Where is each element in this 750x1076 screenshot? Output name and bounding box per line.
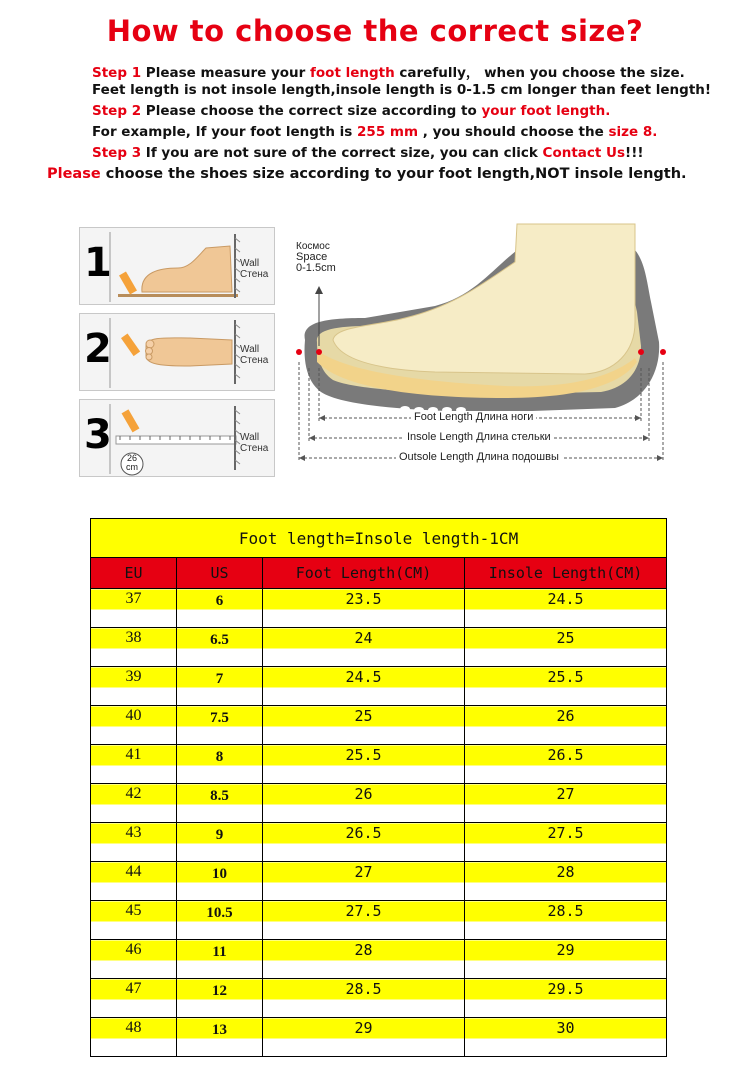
foot-length-cell: 27 — [263, 862, 465, 901]
eu-size-cell: 47 — [91, 979, 177, 1018]
eu-size-cell: 44 — [91, 862, 177, 901]
ruler-mark: 26 — [126, 453, 137, 463]
step-1-text-end: carefully， when you choose the size. — [394, 65, 685, 81]
eu-size-cell: 38 — [91, 628, 177, 667]
foot-length-cell: 28.5 — [263, 979, 465, 1018]
insole-length-cell: 28.5 — [465, 901, 667, 940]
insole-length-cell: 29.5 — [465, 979, 667, 1018]
table-caption: Foot length=Insole length-1CM — [91, 519, 667, 558]
us-size-cell: 11 — [177, 940, 263, 979]
step-number: 1 — [84, 240, 112, 286]
foot-length-legend: Foot Length Длина ноги — [411, 411, 536, 423]
ruler-unit: cm — [126, 462, 138, 472]
us-size-cell: 7.5 — [177, 706, 263, 745]
insole-length-legend: Insole Length Длина стельки — [404, 431, 554, 443]
step-3-text: If you are not sure of the correct size, you can click — [141, 145, 543, 161]
measure-step-2-panel — [79, 313, 275, 391]
wall-label-en: Wall — [240, 344, 260, 355]
step-3-label: Step 3 — [92, 145, 142, 161]
instruction-step-3 — [92, 145, 644, 161]
us-size-cell: 6 — [177, 589, 263, 628]
table-row — [91, 940, 667, 979]
insole-length-cell: 27.5 — [465, 823, 667, 862]
step-number: 3 — [84, 412, 112, 458]
example-length: 255 mm — [357, 124, 419, 140]
instruction-final — [47, 166, 687, 182]
foot-length-cell: 28 — [263, 940, 465, 979]
step-2-highlight: your foot length. — [481, 103, 611, 119]
table-row — [91, 589, 667, 628]
us-size-cell: 13 — [177, 1018, 263, 1057]
us-size-cell: 7 — [177, 667, 263, 706]
table-row — [91, 628, 667, 667]
page-title: How to choose the correct size? — [106, 14, 644, 48]
eu-size-cell: 43 — [91, 823, 177, 862]
table-row — [91, 979, 667, 1018]
us-size-cell: 9 — [177, 823, 263, 862]
example-text-mid: , you should choose the — [418, 124, 609, 140]
insole-length-cell: 26.5 — [465, 745, 667, 784]
eu-size-cell: 41 — [91, 745, 177, 784]
table-row — [91, 784, 667, 823]
space-range: 0-1.5cm — [296, 262, 336, 274]
eu-size-cell: 37 — [91, 589, 177, 628]
final-text: choose the shoes size according to your foot length,NOT insole length. — [100, 166, 687, 182]
space-label-ru: Космос — [296, 241, 330, 252]
insole-length-cell: 25 — [465, 628, 667, 667]
table-row — [91, 745, 667, 784]
insole-length-cell: 25.5 — [465, 667, 667, 706]
foot-length-cell: 25 — [263, 706, 465, 745]
step-2-text: Please choose the correct size according to — [141, 103, 482, 119]
insole-length-cell: 30 — [465, 1018, 667, 1057]
foot-length-cell: 25.5 — [263, 745, 465, 784]
foot-length-cell: 26 — [263, 784, 465, 823]
foot-length-cell: 27.5 — [263, 901, 465, 940]
us-size-cell: 10.5 — [177, 901, 263, 940]
us-size-cell: 10 — [177, 862, 263, 901]
foot-length-cell: 29 — [263, 1018, 465, 1057]
insole-length-cell: 24.5 — [465, 589, 667, 628]
eu-size-cell: 48 — [91, 1018, 177, 1057]
step-1-text: Please measure your — [141, 65, 311, 81]
step-1-highlight: foot length — [310, 65, 395, 81]
foot-length-cell: 26.5 — [263, 823, 465, 862]
table-row — [91, 862, 667, 901]
us-size-cell: 6.5 — [177, 628, 263, 667]
header-us: US — [177, 558, 263, 589]
insole-length-cell: 29 — [465, 940, 667, 979]
wall-label-en: Wall — [240, 432, 260, 443]
measure-step-3-panel — [79, 399, 275, 477]
instruction-example — [92, 124, 657, 140]
measure-step-1-panel — [79, 227, 275, 305]
foot-length-cell: 24 — [263, 628, 465, 667]
us-size-cell: 8 — [177, 745, 263, 784]
step-3-text-end: !!! — [625, 145, 644, 161]
instruction-step-2 — [92, 103, 610, 119]
instruction-note: Feet length is not insole length,insole length is 0-1.5 cm longer than feet length! — [92, 82, 712, 98]
us-size-cell: 8.5 — [177, 784, 263, 823]
table-row — [91, 901, 667, 940]
insole-length-cell: 27 — [465, 784, 667, 823]
eu-size-cell: 45 — [91, 901, 177, 940]
outsole-length-legend: Outsole Length Длина подошвы — [396, 451, 562, 463]
example-text: For example, If your foot length is — [92, 124, 358, 140]
header-insole-length: Insole Length(CM) — [465, 558, 667, 589]
wall-label-en: Wall — [240, 258, 260, 269]
size-chart-table — [90, 518, 667, 1057]
insole-length-cell: 28 — [465, 862, 667, 901]
foot-length-cell: 23.5 — [263, 589, 465, 628]
space-label-en: Space — [296, 251, 328, 263]
space-label — [296, 241, 336, 274]
final-label: Please — [47, 166, 101, 182]
eu-size-cell: 42 — [91, 784, 177, 823]
table-row — [91, 1018, 667, 1057]
eu-size-cell: 40 — [91, 706, 177, 745]
eu-size-cell: 39 — [91, 667, 177, 706]
table-row — [91, 706, 667, 745]
instruction-step-1 — [92, 61, 685, 81]
header-eu: EU — [91, 558, 177, 589]
table-row — [91, 823, 667, 862]
table-row — [91, 667, 667, 706]
header-foot-length: Foot Length(CM) — [263, 558, 465, 589]
example-size: size 8. — [608, 124, 658, 140]
step-1-label: Step 1 — [92, 65, 142, 81]
wall-label-ru: Стена — [240, 443, 269, 454]
contact-us-link[interactable]: Contact Us — [542, 145, 626, 161]
step-2-label: Step 2 — [92, 103, 142, 119]
insole-length-cell: 26 — [465, 706, 667, 745]
step-number: 2 — [84, 326, 112, 372]
foot-length-cell: 24.5 — [263, 667, 465, 706]
eu-size-cell: 46 — [91, 940, 177, 979]
wall-label-ru: Стена — [240, 269, 269, 280]
us-size-cell: 12 — [177, 979, 263, 1018]
wall-label-ru: Стена — [240, 355, 269, 366]
